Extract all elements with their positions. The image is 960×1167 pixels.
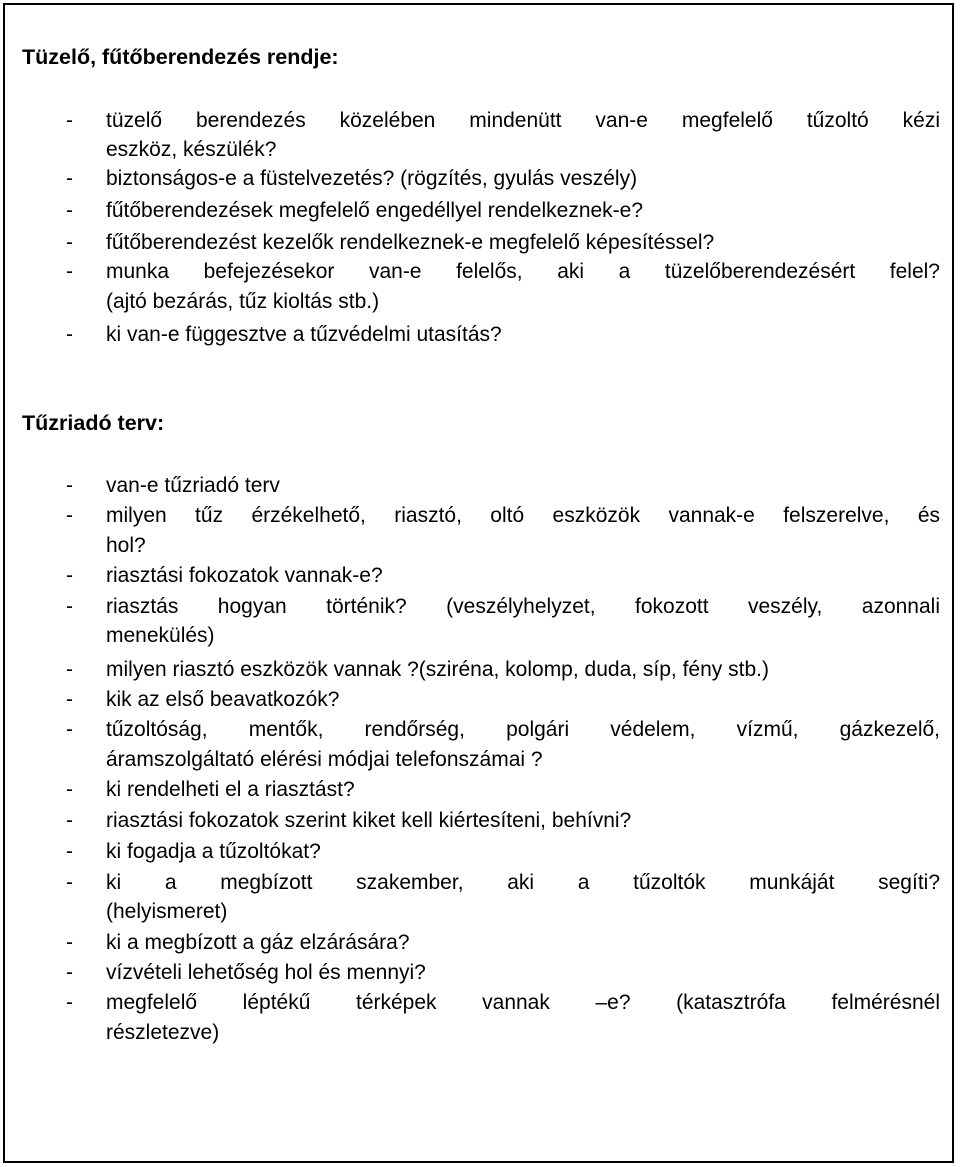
bullet-dash: -	[66, 809, 73, 832]
item-line: biztonságos-e a füstelvezetés? (rögzítés, gyulás veszély)	[106, 167, 638, 190]
item-line: áramszolgáltató elérési módjai telefonszámai ?	[106, 748, 543, 771]
bullet-dash: -	[66, 840, 73, 863]
list-item	[0, 164, 960, 194]
bullet-dash: -	[66, 323, 73, 346]
bullet-dash: -	[66, 231, 73, 254]
list-item	[0, 928, 960, 958]
item-line: van-e tűzriadó terv	[106, 474, 280, 497]
item-line: eszköz, készülék?	[106, 138, 277, 161]
item-line: tűzoltóság, mentők, rendőrség, polgári védelem, vízmű, gázkezelő,	[106, 718, 940, 741]
item-line: milyen tűz érzékelhető, riasztó, oltó eszközök vannak-e felszerelve, és	[106, 504, 940, 527]
item-line: (ajtó bezárás, tűz kioltás stb.)	[106, 290, 380, 313]
item-line: (helyismeret)	[106, 900, 228, 923]
bullet-dash: -	[66, 778, 73, 801]
list-item	[0, 320, 960, 350]
item-line: riasztás hogyan történik? (veszélyhelyzet, fokozott veszély, azonnali	[106, 595, 940, 618]
bullet-dash: -	[66, 260, 73, 283]
bullet-dash: -	[66, 474, 73, 497]
bullet-dash: -	[66, 931, 73, 954]
bullet-dash: -	[66, 109, 73, 132]
item-line: fűtőberendezések megfelelő engedéllyel rendelkeznek-e?	[106, 199, 644, 222]
item-line: ki van-e függesztve a tűzvédelmi utasítás?	[106, 323, 502, 346]
list-item	[0, 561, 960, 591]
section-title-tuzelo: Tüzelő, fűtőberendezés rendje:	[22, 45, 339, 69]
bullet-dash: -	[66, 167, 73, 190]
list-item	[0, 715, 960, 771]
list-item	[0, 501, 960, 557]
list-item	[0, 592, 960, 647]
bullet-dash: -	[66, 595, 73, 618]
list-item	[0, 685, 960, 715]
item-line: kik az első beavatkozók?	[106, 688, 340, 711]
section-title-tuzriado: Tűzriadó terv:	[22, 411, 165, 435]
list-item	[0, 988, 960, 1044]
list-item	[0, 837, 960, 867]
list-item	[0, 257, 960, 313]
item-line: riasztási fokozatok szerint kiket kell kiértesíteni, behívni?	[106, 809, 632, 832]
bullet-dash: -	[66, 688, 73, 711]
bullet-dash: -	[66, 199, 73, 222]
list-item	[0, 775, 960, 805]
list-item	[0, 958, 960, 988]
list-item	[0, 106, 960, 161]
bullet-dash: -	[66, 718, 73, 741]
item-line: munka befejezésekor van-e felelős, aki a tüzelőberendezésért felel?	[106, 260, 940, 283]
item-line: fűtőberendezést kezelők rendelkeznek-e megfelelő képesítéssel?	[106, 231, 715, 254]
item-line: ki fogadja a tűzoltókat?	[106, 840, 321, 863]
bullet-dash: -	[66, 658, 73, 681]
bullet-dash: -	[66, 564, 73, 587]
item-line: menekülés)	[106, 624, 215, 647]
item-line: ki a megbízott a gáz elzárására?	[106, 931, 410, 954]
bullet-dash: -	[66, 504, 73, 527]
list-item	[0, 806, 960, 836]
list-item	[0, 655, 960, 685]
item-line: milyen riasztó eszközök vannak ?(sziréna, kolomp, duda, síp, fény stb.)	[106, 658, 769, 681]
list-item	[0, 471, 960, 501]
bullet-dash: -	[66, 961, 73, 984]
list-item	[0, 196, 960, 226]
item-line: hol?	[106, 534, 146, 557]
item-line: vízvételi lehetőség hol és mennyi?	[106, 961, 426, 984]
item-line: tüzelő berendezés közelében mindenütt van-e megfelelő tűzoltó kézi	[106, 109, 940, 132]
list-item	[0, 228, 960, 258]
bullet-dash: -	[66, 991, 73, 1014]
item-line: részletezve)	[106, 1021, 220, 1044]
item-line: ki a megbízott szakember, aki a tűzoltók munkáját segíti?	[106, 871, 940, 894]
item-line: riasztási fokozatok vannak-e?	[106, 564, 383, 587]
item-line: megfelelő léptékű térképek vannak –e? (katasztrófa felmérésnél	[106, 991, 940, 1014]
item-line: ki rendelheti el a riasztást?	[106, 778, 355, 801]
list-item	[0, 868, 960, 923]
bullet-dash: -	[66, 871, 73, 894]
